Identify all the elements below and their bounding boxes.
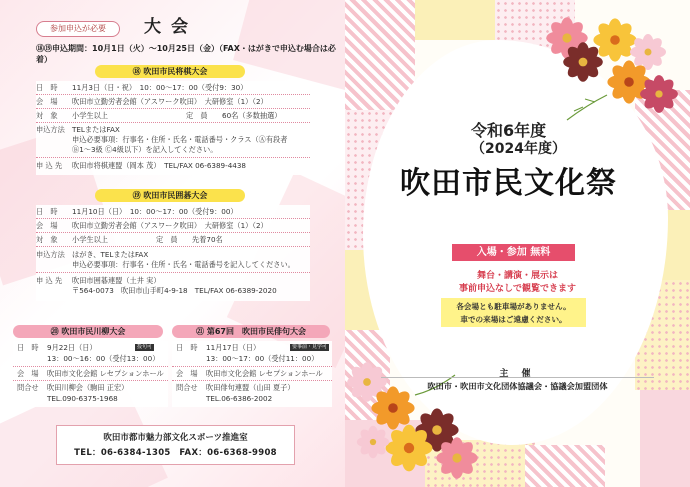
value-venue: 吹田市文化会館 レセプションホール — [47, 369, 164, 378]
label-capacity: 定 員 — [186, 111, 208, 120]
value-apply-to: 吹田市将棋連盟（岡本 茂） TEL/FAX 06-6389-4438 — [72, 161, 246, 170]
event-heading-haiku: ㉑ 第67回 吹田市民俳句大会 — [172, 325, 330, 338]
label-target: 対 象 — [36, 235, 58, 244]
label-capacity: 定 員 — [156, 235, 178, 244]
registration-required-badge: 参加申込が必要 — [36, 21, 120, 37]
value-target: 小学生以上 — [72, 235, 108, 244]
value-datetime: 11月3日（日・祝） 10：00～17：00（受付9：30） — [72, 83, 248, 92]
contact-footer — [56, 425, 295, 465]
cosmos-flower-icon — [640, 75, 678, 113]
fiscal-year-japanese: 令和6年度 — [471, 121, 547, 140]
value-datetime-line: 9月22日（日） — [47, 343, 97, 352]
label-venue: 会 場 — [36, 221, 58, 230]
value-method-line: 申込必要事項：行事名・住所・氏名・電話番号を記入してください。 — [72, 260, 295, 269]
free-admission-badge: 入場・参加 無料 — [452, 244, 575, 261]
cosmos-flower-icon — [630, 34, 666, 70]
label-inquiry: 問合せ — [17, 383, 39, 392]
value-method-line: 申込必要事項：行事名・住所・氏名・電話番号・クラス（Ⓐ有段者 — [72, 135, 288, 144]
value-capacity: 60名（多数抽選） — [222, 111, 282, 120]
office-name: 吹田市都市魅力部文化スポーツ推進室 — [103, 433, 248, 443]
parking-notice — [441, 298, 586, 327]
label-inquiry: 問合せ — [176, 383, 198, 392]
no-registration-note: 舞台・講演・展示は — [476, 271, 558, 281]
value-method-line: TELまたはFAX — [72, 125, 120, 134]
event-heading-shogi: ⑱ 吹田市民将棋大会 — [95, 65, 245, 78]
value-inquiry-line: 吹田俳句連盟（山田 夏子） — [206, 383, 295, 392]
label-venue: 会 場 — [17, 369, 39, 378]
cosmos-flower-icon — [563, 42, 603, 82]
value-capacity: 先着70名 — [192, 235, 223, 244]
value-apply-to-line: 吹田市囲碁連盟（土井 実） — [72, 276, 161, 285]
page-title: 大会 — [144, 17, 198, 37]
divider — [13, 366, 168, 367]
label-target: 対 象 — [36, 111, 58, 120]
label-datetime: 日 時 — [36, 83, 58, 92]
value-datetime-line: 13：00～16：00（受付13：00） — [47, 354, 160, 363]
value-venue: 吹田市文化会館 レセプションホール — [206, 369, 323, 378]
value-datetime-line: 11月17日（日） — [206, 343, 261, 352]
value-inquiry-line: TEL.06-6386-2002 — [206, 394, 273, 403]
event-details-haiku — [172, 341, 332, 407]
value-inquiry-line: 吹田川柳会（駒田 正宏） — [47, 383, 129, 392]
label-method: 申込方法 — [36, 250, 65, 259]
label-apply-to: 申 込 先 — [36, 276, 63, 285]
divider — [36, 272, 310, 273]
no-registration-note: 事前申込なしで観覧できます — [458, 284, 576, 294]
label-datetime: 日 時 — [17, 343, 39, 352]
divider — [36, 218, 310, 219]
fiscal-year-western: （2024年度） — [471, 141, 566, 157]
status-badge: 投句可 — [137, 344, 153, 350]
event-heading-go: ⑲ 吹田市民囲碁大会 — [95, 189, 245, 202]
event-heading-senryu: ⑳ 吹田市民川柳大会 — [13, 325, 163, 338]
right-page — [345, 0, 690, 487]
divider — [36, 108, 310, 109]
status-badge: 要事前・見学可 — [292, 344, 328, 350]
divider — [36, 94, 310, 95]
parking-line: 車での来場はご遠慮ください。 — [460, 315, 567, 324]
label-datetime: 日 時 — [176, 343, 198, 352]
cosmos-flower-icon — [436, 437, 477, 478]
cosmos-flower-icon — [386, 425, 433, 472]
value-datetime: 11月10日（日） 10：00～17：00（受付9：00） — [72, 207, 238, 216]
organizer-heading: 主 催 — [499, 369, 536, 379]
event-details-go — [36, 205, 310, 301]
value-method-line: Ⓑ1～3級 Ⓒ4級以下）を記入してください。 — [72, 145, 218, 154]
value-target: 小学生以上 — [72, 111, 108, 120]
label-venue: 会 場 — [176, 369, 198, 378]
value-datetime-line: 13：00～17：00（受付11：00） — [206, 354, 319, 363]
office-contact: TEL：06-6384-1305 FAX：06-6368-9908 — [74, 448, 277, 458]
festival-title: 吹田市民文化祭 — [400, 166, 617, 201]
label-venue: 会 場 — [36, 97, 58, 106]
divider — [36, 157, 310, 158]
cosmos-flower-icon — [357, 426, 389, 458]
cosmos-flower-icon — [371, 386, 414, 429]
event-details-senryu — [13, 341, 168, 407]
value-inquiry-line: TEL.090-6375-1968 — [47, 394, 118, 403]
label-datetime: 日 時 — [36, 207, 58, 216]
value-method-line: はがき、TELまたはFAX — [72, 250, 149, 259]
divider — [36, 232, 310, 233]
cosmos-flower-icon — [593, 18, 636, 61]
organizer-names: 吹田市・吹田市文化団体協議会・協議会加盟団体 — [427, 381, 608, 391]
event-details-shogi — [36, 81, 310, 175]
divider — [172, 380, 332, 381]
divider — [13, 380, 168, 381]
divider — [381, 377, 654, 378]
parking-line: 各会場とも駐車場がありません。 — [456, 302, 571, 311]
value-venue: 吹田市立勤労者会館（アスワーク吹田） 大研修室（1）（2） — [72, 221, 268, 230]
divider — [36, 246, 310, 247]
divider — [172, 366, 332, 367]
cosmos-flower-icon — [567, 95, 607, 120]
value-apply-to-line: 〒564-0073 吹田市山手町4-9-18 TEL/FAX 06-6389-2020 — [72, 286, 277, 295]
label-method: 申込方法 — [36, 125, 65, 134]
value-venue: 吹田市立勤労者会館（アスワーク吹田） 大研修室（1）（2） — [72, 97, 268, 106]
label-apply-to: 申 込 先 — [36, 161, 63, 170]
application-period: ⑱⑲申込期間：10月1日（火）～10月25日（金）（FAX・はがきで申込む場合は必着） — [36, 44, 336, 64]
divider — [36, 122, 310, 123]
